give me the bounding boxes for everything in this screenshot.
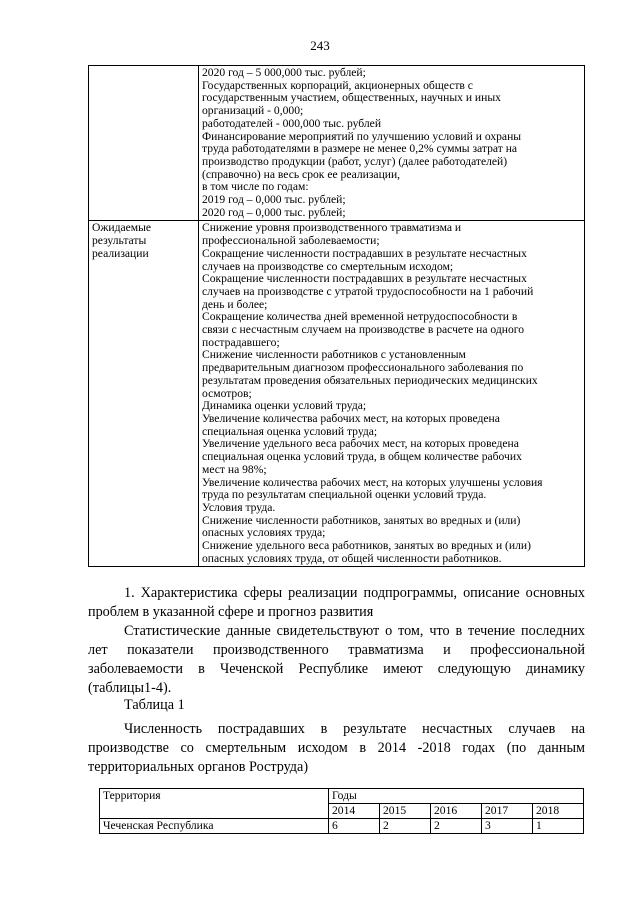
- cell-text-line: предварительным диагнозом профессионального заболевания по: [202, 361, 524, 375]
- paragraph-line: (таблицы1-4).: [88, 680, 172, 696]
- cell-text-line: связи с несчастным случаем на производстве в расчете на одного: [202, 323, 525, 337]
- cell-text-line: Финансирование мероприятий по улучшению условий и охраны: [202, 129, 522, 143]
- cell-text-line: труда по результатам специальной оценки условий труда.: [202, 488, 487, 502]
- cell-text-line: случаев на производстве со смертельным исходом;: [202, 259, 454, 273]
- value-cell: 2: [380, 819, 431, 834]
- table-label-text: Таблица 1: [124, 697, 185, 713]
- section-heading-line: 1. Характеристика сферы реализации подпрограммы, описание основных: [124, 585, 585, 601]
- intro-paragraph: [88, 622, 585, 698]
- paragraph-line: Статистические данные свидетельствуют о том, что в течение последних: [124, 623, 585, 639]
- section-heading: [88, 584, 585, 622]
- program-passport-table: [88, 65, 585, 567]
- value-cell: 1: [533, 819, 584, 834]
- fatal-accidents-table: [99, 788, 584, 834]
- cell-text-line: Государственных корпораций, акционерных обществ с: [202, 78, 473, 92]
- cell-text-line: опасных условиях труда;: [202, 526, 326, 540]
- cell-text-line: день и более;: [202, 297, 268, 311]
- cell-text-line: Увеличение удельного веса рабочих мест, на которых проведена: [202, 437, 519, 451]
- cell-text-line: профессиональной заболеваемости;: [202, 234, 380, 248]
- table-label: [88, 696, 585, 715]
- cell-text-line: результаты: [92, 234, 147, 248]
- cell-text-line: 2020 год – 0,000 тыс. рублей;: [202, 205, 346, 219]
- cell-text-line: Увеличение количества рабочих мест, на которых проведена: [202, 411, 500, 425]
- cell-text-line: Сокращение количества дней временной нетрудоспособности в: [202, 310, 518, 324]
- cell-text-line: организаций - 0,000;: [202, 104, 304, 118]
- table-row: [89, 66, 585, 221]
- row-content-cell: [199, 66, 585, 221]
- cell-text-line: Динамика оценки условий труда;: [202, 399, 367, 413]
- year-header-cell: 2016: [431, 804, 482, 819]
- cell-text-line: результатам проведения обязательных периодических медицинских: [202, 373, 538, 387]
- cell-text-line: государственным участием, общественных, научных и иных: [202, 91, 501, 105]
- cell-text-line: производство продукции (работ, услуг) (далее работодателей): [202, 154, 508, 168]
- cell-text-line: Снижение численности работников, занятых во вредных и (или): [202, 513, 521, 527]
- cell-text-line: случаев на производстве с утратой трудоспособности на 1 рабочий: [202, 284, 534, 298]
- section-heading-line: проблем в указанной сфере и прогноз развития: [88, 604, 374, 620]
- cell-text-line: Сокращение численности пострадавших в результате несчастных: [202, 246, 527, 260]
- cell-text-line: Условия труда.: [202, 500, 276, 514]
- row-content-cell: [199, 221, 585, 567]
- cell-text-line: опасных условиях труда, от общей численности работников.: [202, 551, 502, 565]
- paragraph-line: лет показатели производственного травматизма и профессиональной: [88, 642, 585, 658]
- table-row: [89, 221, 585, 567]
- paragraph-line: заболеваемости в Чеченской Республике имеют следующую динамику: [88, 661, 585, 677]
- row-label-cell: [89, 221, 199, 567]
- cell-text-line: Ожидаемые: [92, 221, 152, 235]
- cell-text-line: пострадавшего;: [202, 335, 280, 349]
- cell-text-line: 2020 год – 5 000,000 тыс. рублей;: [202, 66, 366, 79]
- cell-text-line: труда работодателями в размере не менее 0,2% суммы затрат на: [202, 142, 518, 156]
- cell-text-line: в том числе по годам:: [202, 180, 309, 194]
- cell-text-line: мест на 98%;: [202, 462, 267, 476]
- cell-text-line: Увеличение количества рабочих мест, на которых улучшены условия: [202, 475, 543, 489]
- cell-text-line: (справочно) на весь срок ее реализации,: [202, 167, 401, 181]
- page-number: 243: [310, 38, 330, 53]
- cell-text-line: 2019 год – 0,000 тыс. рублей;: [202, 193, 346, 207]
- year-header-cell: 2015: [380, 804, 431, 819]
- header-years: Годы: [329, 789, 584, 804]
- value-cell: 2: [431, 819, 482, 834]
- caption-line: производстве со смертельным исходом в 2014 -2018 годах (по данным: [88, 740, 585, 756]
- cell-text-line: реализации: [92, 246, 149, 260]
- value-cell: 6: [329, 819, 380, 834]
- table-row: [100, 819, 584, 834]
- value-cell: 3: [482, 819, 533, 834]
- cell-text-line: специальная оценка условий труда, в общем количестве рабочих: [202, 450, 522, 464]
- cell-text-line: Снижение численности работников с установленным: [202, 348, 466, 362]
- table-header-row: [100, 789, 584, 804]
- cell-text-line: работодателей - 000,000 тыс. рублей: [202, 116, 382, 130]
- cell-text-line: Снижение уровня производственного травматизма и: [202, 221, 462, 235]
- table-caption: [88, 720, 585, 777]
- row-label-cell: [89, 66, 199, 221]
- year-header-cell: 2014: [329, 804, 380, 819]
- caption-line: Численность пострадавших в результате несчастных случаев на: [124, 721, 585, 737]
- region-cell: Чеченская Республика: [100, 819, 329, 834]
- cell-text-line: специальная оценка условий труда;: [202, 424, 378, 438]
- cell-text-line: Сокращение численности пострадавших в результате несчастных: [202, 272, 527, 286]
- year-header-cell: 2017: [482, 804, 533, 819]
- caption-line: территориальных органов Роструда): [88, 759, 309, 775]
- cell-text-line: осмотров;: [202, 386, 252, 400]
- cell-text-line: Снижение удельного веса работников, занятых во вредных и (или): [202, 539, 531, 553]
- header-territory: Территория: [100, 789, 329, 819]
- year-header-cell: 2018: [533, 804, 584, 819]
